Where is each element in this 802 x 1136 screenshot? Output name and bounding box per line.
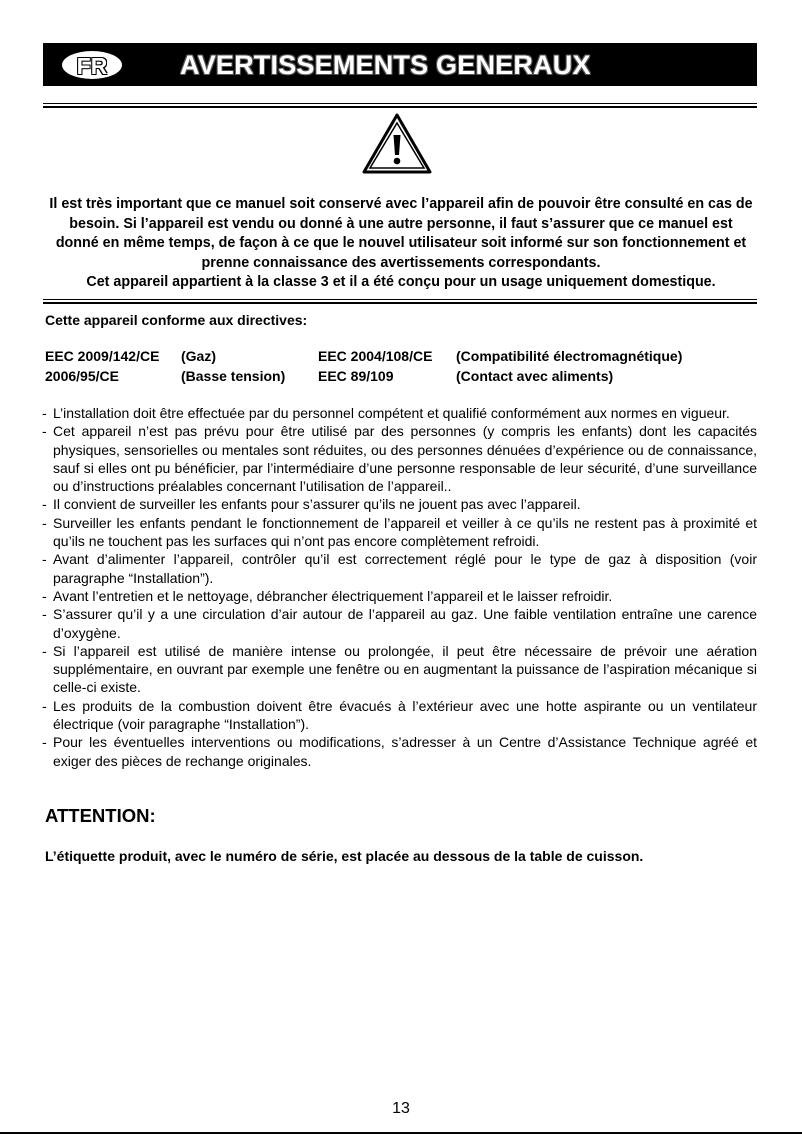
warning-item: - S’assurer qu’il y a une circulation d’air autour de l’appareil au gaz. Une faible ventilation entraîne une carence d’oxygène.	[42, 605, 757, 642]
directive-code: 2006/95/CE	[45, 368, 119, 384]
page-title: AVERTISSEMENTS GENERAUX	[180, 50, 591, 80]
directive-description: (Basse tension)	[181, 368, 286, 384]
directive-code: EEC 2009/142/CE	[45, 348, 160, 364]
divider-top	[43, 103, 757, 104]
page-bottom-edge	[0, 1132, 802, 1134]
warning-item: - L’installation doit être effectuée par du personnel compétent et qualifié conformément aux normes en vigueur.	[42, 404, 757, 422]
warning-item: - Il convient de surveiller les enfants pour s’assurer qu’ils ne jouent pas avec l’appareil.	[42, 495, 757, 513]
directive-description: (Gaz)	[181, 348, 216, 364]
intro-notice	[46, 195, 756, 293]
divider-top-2	[43, 106, 757, 108]
directive-code: EEC 2004/108/CE	[318, 348, 433, 364]
intro-class-statement: Cet appareil appartient à la classe 3 et il a été conçu pour un usage uniquement domestique.	[86, 274, 716, 291]
warnings-list	[42, 404, 757, 770]
divider-middle	[43, 299, 757, 300]
warning-item: - Les produits de la combustion doivent être évacués à l’extérieur avec une hotte aspirante ou un ventilateur électrique (voir paragraphe “Installation”).	[42, 697, 757, 734]
directive-description: (Contact avec aliments)	[456, 368, 614, 384]
warning-item: - Surveiller les enfants pendant le fonctionnement de l’appareil et veiller à ce qu’ils ne restent pas à proximité et qu’ils ne touchent pas les surfaces qui n’ont pas encore complètement refroidi.	[42, 514, 757, 551]
warning-item: - Avant l’entretien et le nettoyage, débrancher électriquement l’appareil et le laisser refroidir.	[42, 587, 757, 605]
warning-item: - Cet appareil n’est pas prévu pour être utilisé par des personnes (y compris les enfants) dont les capacités physiques, sensorielles ou mentales sont réduites, ou des personnes dénuées d’expérience ou de connaissance, sauf si elles ont pu bénéficier, par l’intermédiaire d’une personne responsable de leur sécurité, d’une surveillance ou d’instructions préalables concernant l’utilisation de l’appareil..	[42, 422, 757, 495]
warning-item: - Si l’appareil est utilisé de manière intense ou prolongée, il peut être nécessaire de prévoir une aération supplémentaire, en ouvrant par exemple une fenêtre ou en augmentant la puissance de l’aspiration mécanique si celle-ci existe.	[42, 642, 757, 697]
divider-middle-2	[43, 302, 757, 304]
directive-code: EEC 89/109	[318, 368, 394, 384]
page-number: 13	[392, 1100, 410, 1117]
title-banner	[43, 43, 757, 86]
warning-triangle-icon	[362, 113, 432, 175]
attention-heading: ATTENTION:	[45, 805, 156, 826]
directive-description: (Compatibilité électromagnétique)	[456, 348, 683, 364]
language-code: FR	[76, 53, 108, 79]
warning-item: - Pour les éventuelles interventions ou modifications, s’adresser à un Centre d’Assistance Technique agréé et exiger des pièces de rechange originales.	[42, 733, 757, 770]
intro-paragraph: Il est très important que ce manuel soit conservé avec l’appareil afin de pouvoir être consulté en cas de besoin. Si l’appareil est vendu ou donné à une autre personne, il faut s’assurer que ce manuel est donné en même temps, de façon à ce que le nouvel utilisateur soit informé sur son fonctionnement et prenne connaissance des avertissements correspondants.	[49, 196, 753, 271]
language-badge	[62, 51, 122, 79]
serial-label-note: L’étiquette produit, avec le numéro de série, est placée au dessous de la table de cuisson.	[45, 848, 644, 864]
directives-title: Cette appareil conforme aux directives:	[45, 312, 308, 328]
warning-item: - Avant d’alimenter l’appareil, contrôler qu’il est correctement réglé pour le type de gaz à disposition (voir paragraphe “Installation”).	[42, 550, 757, 587]
